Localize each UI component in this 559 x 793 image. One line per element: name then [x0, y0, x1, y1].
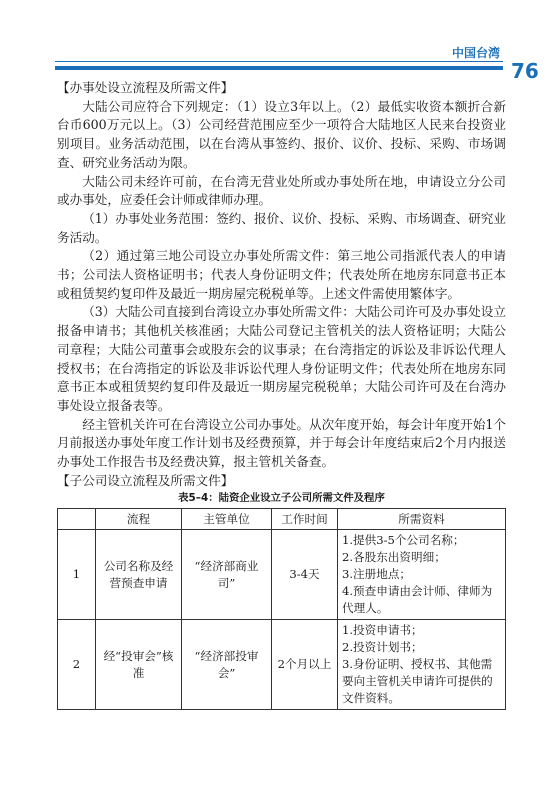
cell-authority: “经济部商业司” — [182, 530, 272, 620]
section-title: 中国台湾 — [452, 46, 501, 60]
cell-no: 2 — [58, 620, 96, 710]
material-item: 4.预查申请由会计师、律师为代理人。 — [342, 584, 493, 616]
material-item: 2.各股东出资明细； — [342, 550, 446, 565]
paragraph: 大陆公司应符合下列规定：（1）设立3年以上。（2）最低实收资本额折合新台币600万元以上。（3）公司经营范围应至少一项符合大陆地区人民来台投资业别项目。业务活动范围，以在台湾从事签约、报价、议价、投标、采购、市场调查、研究业务活动为限。 — [57, 98, 506, 170]
heading-subsidiary-setup: 【子公司设立流程及所需文件】 — [57, 472, 234, 488]
cell-process: 公司名称及经营预查申请 — [96, 530, 182, 620]
table-header-row — [58, 509, 506, 530]
paragraph: （1）办事处业务范围：签约、报价、议价、投标、采购、市场调查、研究业务活动。 — [57, 210, 506, 245]
material-item: 2.投资计划书； — [342, 640, 423, 655]
cell-time: 2个月以上 — [272, 620, 338, 710]
header-cell-authority: 主管单位 — [182, 509, 272, 530]
table-row — [58, 620, 506, 710]
table-caption: 表5–4：陆资企业设立子公司所需文件及程序 — [178, 492, 385, 505]
requirements-table — [57, 508, 506, 710]
material-item: 1.投资申请书； — [342, 623, 423, 638]
material-item: 3.注册地点； — [342, 567, 412, 582]
header-rule-thick — [55, 66, 503, 70]
cell-authority: “经济部投审会” — [182, 620, 272, 710]
paragraph: 大陆公司未经许可前，在台湾无营业处所或办事处所在地，申请设立分公司或办事处，应委任会计师或律师办理。 — [57, 173, 506, 208]
cell-materials — [338, 620, 506, 710]
material-item: 1.提供3-5个公司名称； — [342, 533, 465, 548]
paragraph: （3）大陆公司直接到台湾设立办事处所需文件：大陆公司许可及办事处设立报备申请书；其他机关核准函；大陆公司登记主管机关的法人资格证明；大陆公司章程；大陆公司董事会或股东会的议事录；在台湾指定的诉讼及非诉讼代理人授权书；在台湾指定的诉讼及非诉讼代理人身份证明文件；代表处所在地房东同意书正本或租赁契约复印件及最近一期房屋完税税单；大陆公司许可及在台湾办事处设立报备表等。 — [57, 304, 506, 413]
cell-time: 3-4天 — [272, 530, 338, 620]
header-cell-no — [58, 509, 96, 530]
page-content — [57, 79, 506, 710]
page-number: 76 — [511, 59, 539, 83]
material-item: 3.身份证明、授权书、其他需要向主管机关申请许可提供的文件资料。 — [342, 657, 493, 706]
paragraph: （2）通过第三地公司设立办事处所需文件：第三地公司指派代表人的申请书；公司法人资格证明书；代表人身份证明文件；代表处所在地房东同意书正本或租赁契约复印件及最近一期房屋完税税单等。上述文件需使用繁体字。 — [57, 248, 506, 301]
header-cell-materials: 所需资料 — [338, 509, 506, 530]
header-cell-process: 流程 — [96, 509, 182, 530]
header-rule-thin — [55, 61, 503, 62]
table-row — [58, 530, 506, 620]
heading-office-setup: 【办事处设立流程及所需文件】 — [57, 80, 234, 95]
cell-process: 经“投审会”核准 — [96, 620, 182, 710]
paragraph: 经主管机关许可在台湾设立公司办事处。从次年度开始，每会计年度开始1个月前报送办事处年度工作计划书及经费预算，并于每会计年度结束后2个月内报送办事处工作报告书及经费决算，报主管机关备查。 — [57, 416, 506, 470]
cell-no: 1 — [58, 530, 96, 620]
header-cell-time: 工作时间 — [272, 509, 338, 530]
cell-materials — [338, 530, 506, 620]
